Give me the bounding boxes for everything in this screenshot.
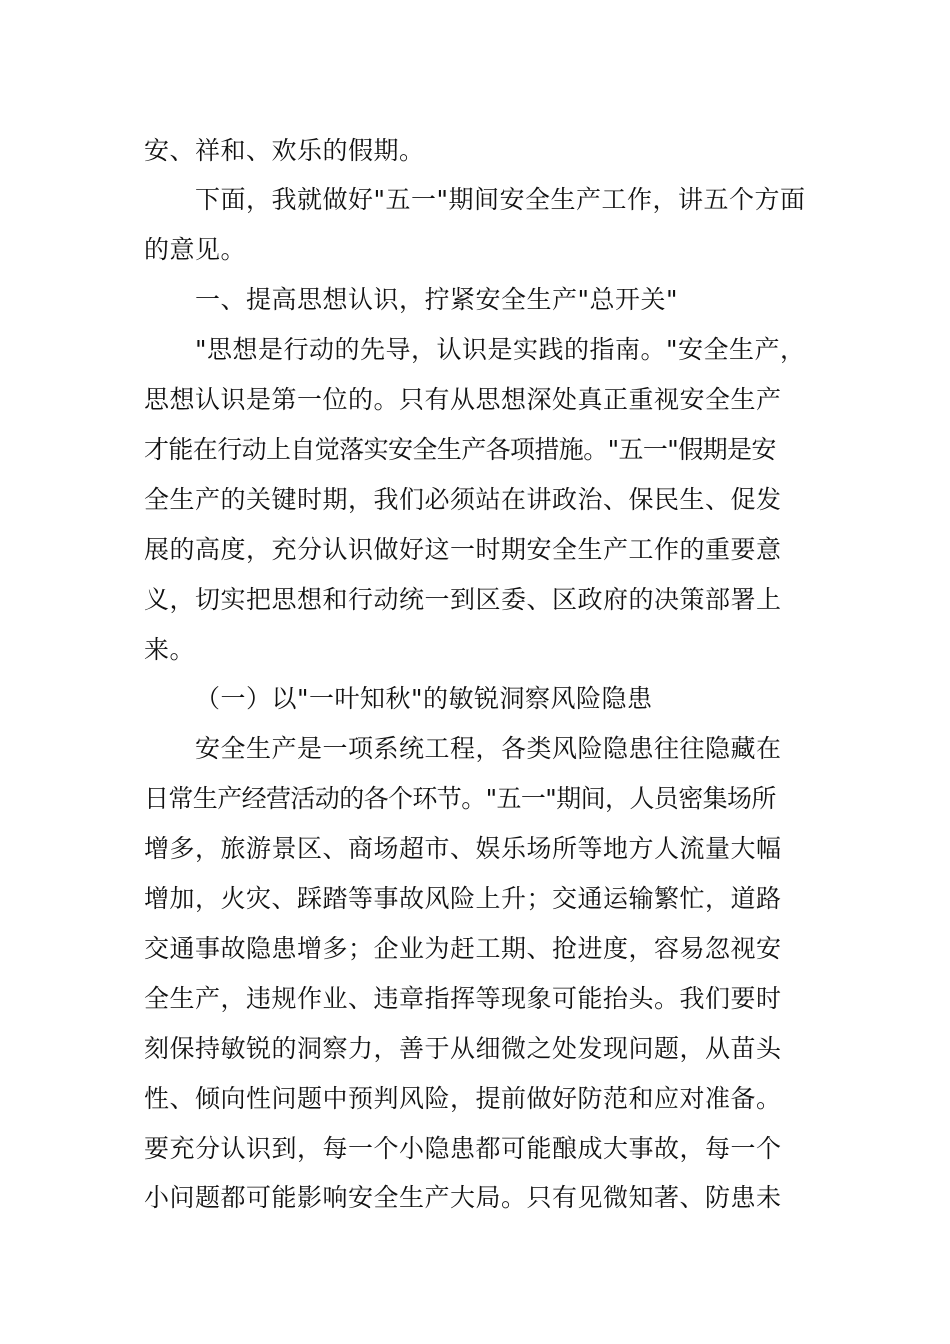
text-line: 来。 — [144, 635, 196, 664]
text-line: 义，切实把思想和行动统一到区委、区政府的决策部署上 — [144, 585, 782, 614]
text-line: 增多，旅游景区、商场超市、娱乐场所等地方人流量大幅 — [144, 834, 782, 863]
text-line: 增加，火灾、踩踏等事故风险上升；交通运输繁忙，道路 — [144, 884, 782, 913]
subsection-heading: （一）以"一叶知秋"的敏锐洞察风险隐患 — [195, 684, 653, 713]
section-heading: 一、提高思想认识，拧紧安全生产"总开关" — [195, 285, 678, 314]
text-line: 展的高度，充分认识做好这一时期安全生产工作的重要意 — [144, 535, 782, 564]
text-line: 安、祥和、欢乐的假期。 — [144, 136, 425, 165]
text-line: 才能在行动上自觉落实安全生产各项措施。"五一"假期是安 — [144, 435, 776, 464]
text-line: 全生产的关键时期，我们必须站在讲政治、保民生、促发 — [144, 485, 782, 514]
text-line: 思想认识是第一位的。只有从思想深处真正重视安全生产 — [144, 385, 782, 414]
text-line: 下面，我就做好"五一"期间安全生产工作，讲五个方面 — [195, 185, 806, 214]
text-line: "思想是行动的先导，认识是实践的指南。"安全生产， — [195, 335, 806, 364]
text-line: 性、倾向性问题中预判风险，提前做好防范和应对准备。 — [144, 1084, 782, 1113]
text-line: 的意见。 — [144, 235, 247, 264]
text-line: 要充分认识到，每一个小隐患都可能酿成大事故，每一个 — [144, 1134, 782, 1163]
text-line: 全生产，违规作业、违章指挥等现象可能抬头。我们要时 — [144, 984, 782, 1013]
text-line: 小问题都可能影响安全生产大局。只有见微知著、防患未 — [144, 1183, 782, 1212]
text-line: 日常生产经营活动的各个环节。"五一"期间，人员密集场所 — [144, 784, 776, 813]
text-line: 安全生产是一项系统工程，各类风险隐患往往隐藏在 — [195, 734, 782, 763]
text-line: 交通事故隐患增多；企业为赶工期、抢进度，容易忽视安 — [144, 934, 782, 963]
text-line: 刻保持敏锐的洞察力，善于从细微之处发现问题，从苗头 — [144, 1034, 782, 1063]
